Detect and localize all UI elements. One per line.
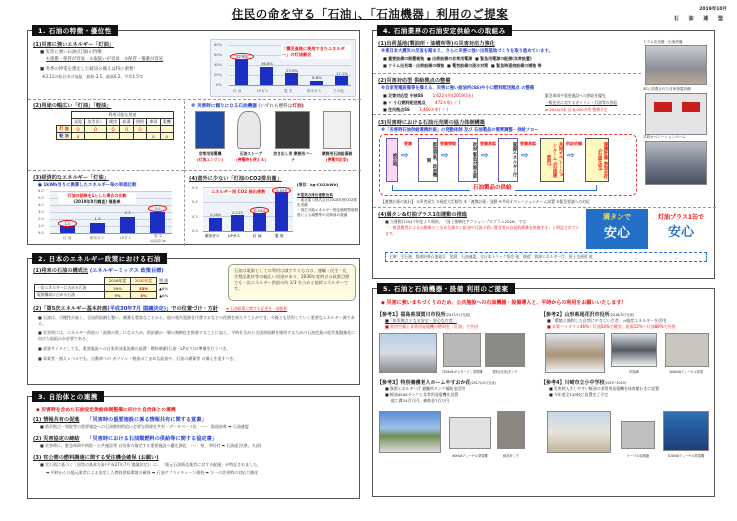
ss-list: ■ 災害対応型 中核SS 1,622カ所(2019/3末) ■ 〃 小口燃料配送拠点 472カ所( 〃 ) ■ 住民拠点SS 3,460カ所( 〃 ) bbox=[383, 93, 474, 112]
chart1-bar-lpg bbox=[260, 67, 273, 85]
photo-caption: SSに設置された自家発電設備 bbox=[643, 87, 691, 91]
y-tick: 0.0 bbox=[192, 229, 198, 233]
y-tick: 1.0 bbox=[38, 224, 44, 228]
section-5-panel bbox=[372, 285, 715, 497]
col-head: 照明 bbox=[133, 119, 146, 126]
flow-box-oil-companies: 連携計画 参加会社 (石油元売) bbox=[585, 138, 609, 182]
photo-caption: 軽油タンク bbox=[503, 454, 519, 458]
x-tick: 電 気 bbox=[275, 234, 284, 238]
s4-p1-items: ■ 重要設備の耐震補強 ■ 出荷設備の非常用電源 ■ 緊急用電源の配備(非常設置) ■ ドラム缶充填・出荷設備の増強 ■ 電気設備の浸水対策 ■ 緊急時通信設備の増強 等 bbox=[383, 56, 542, 68]
organization-name: 石 油 連 盟 bbox=[673, 16, 727, 22]
reference-3-photo bbox=[497, 411, 525, 449]
reference-4-photo bbox=[621, 421, 655, 449]
section-4-panel bbox=[372, 27, 715, 279]
s4-p1-title: (1)出荷基地(製油所・油槽所等)の災害対応力強化 bbox=[378, 41, 495, 47]
s5-lead: ◆ 災害に強いまちづくりのため、公共施設への石油機器・設備導入と、平時からの利用をお願いいたします！ bbox=[381, 300, 627, 306]
table-row-kerosene bbox=[57, 126, 174, 133]
s1-p3-subtitle: ● 1kWh当りに換算したエネルギー毎の単価比較 bbox=[38, 183, 137, 188]
chart2-value: 1.0 bbox=[58, 220, 77, 227]
chart2-title-box: 灯油の価格を1とした場合の比較 (2019年8月調査) 福島県 bbox=[58, 193, 136, 204]
chart1-bar-other bbox=[335, 76, 348, 85]
section-1-heading: 1. 石油の特徴・優位性 bbox=[32, 25, 118, 36]
y-tick: 6.0 bbox=[38, 189, 44, 193]
energy-mix-table bbox=[34, 277, 171, 299]
reference-2-photo bbox=[665, 333, 709, 367]
cell: 39% bbox=[105, 285, 131, 292]
x-tick: 灯 油 bbox=[63, 236, 72, 240]
section-5-heading: 5. 石油と石油機器・設備 利用のご提案 bbox=[377, 283, 515, 294]
flow-label: 要請承認 bbox=[480, 141, 496, 146]
chart2-bar-kerosene bbox=[60, 226, 75, 233]
return-label: 石油製品の供給 bbox=[470, 183, 515, 191]
cell: ▲6% bbox=[159, 285, 168, 291]
chart2-value: 2.3 bbox=[124, 210, 131, 215]
s1-p1-bullet1: ■ 災害に強い石油(灯油)の特徴： bbox=[40, 50, 107, 55]
table-header: 利用可能な用途 bbox=[71, 112, 173, 119]
photo-caption: 燃料(灯油)タンク bbox=[492, 370, 518, 374]
oil-role-note: 石油は電源としての利用は減少するものの、運輸・民生・化学製品素材等の幅広い用途があり、2030年度時点の政策目標でも一次エネルギー供給の約 1/3 を占める基幹エネルギーです。 bbox=[228, 264, 356, 301]
arrow-right-icon: ⇨ bbox=[441, 151, 449, 161]
chart1-value: 36.8% bbox=[260, 61, 274, 66]
x-tick: その他 bbox=[333, 89, 344, 93]
y-tick: 0% bbox=[216, 83, 222, 87]
y-tick: 40% bbox=[214, 63, 222, 67]
photo-caption: 貯湯庫 bbox=[629, 370, 639, 374]
price-comparison-chart bbox=[36, 189, 176, 243]
photo-caption: ドラム缶充填・出荷設備 bbox=[643, 40, 683, 44]
x-tick: 電 気 (従量電灯B) bbox=[150, 234, 167, 243]
water-heater-image bbox=[323, 111, 351, 149]
co2-source-note: ※電気の排出係数出典 ・東北電力株式会社2018年度CO2排出実績 ・再生可能エネルギー固定価格買取制度による調整等の反映前の数値 bbox=[297, 193, 359, 217]
s2-p1-title: (1)将来の石油の構成比 (エネルギーミックス 政策目標) bbox=[33, 268, 164, 274]
s4-p3-lead: ※「災害時石油供給連携計画」の発動体制 及び 石油製品の需要調整・供給フロー bbox=[381, 128, 539, 133]
x-tick: 都市ガス bbox=[205, 234, 220, 238]
reference-3-photo bbox=[379, 411, 441, 453]
disaster-energy-chart bbox=[210, 39, 356, 97]
arrow-right-icon: ⇨ bbox=[567, 151, 575, 161]
chart3-bar-lpg bbox=[231, 215, 244, 231]
photo-caption: 共同オペレーションルーム bbox=[643, 135, 686, 139]
s1-p3-title: (3)経済的なエネルギー「灯油」 bbox=[33, 175, 109, 181]
x-tick: LPガス bbox=[120, 236, 132, 240]
y-tick: 0.6 bbox=[192, 186, 198, 190]
chart3-bar-electric bbox=[275, 192, 288, 231]
s4-p1-lead: ※東日本大震災の反省を踏まえ、さらに災害に強い出荷基地づくりを取り進めています。 bbox=[381, 49, 553, 54]
photo-caption: 750kVAガスタービン発電機 bbox=[441, 370, 483, 374]
row-label: 灯 油 bbox=[57, 126, 72, 133]
chart2-value: 1.5 bbox=[94, 216, 101, 221]
reference-2-photo bbox=[611, 333, 657, 367]
flow-label: 要請承認 bbox=[520, 141, 536, 146]
cell: O bbox=[71, 126, 84, 133]
reference-4: 【参考4】川崎市立小中学校(2015~2019) ■ 災害時入手しやすい軽油の非常用発電機を体育館わきに設置 ■ 今年度全120校に設置完了予定 bbox=[541, 380, 659, 397]
ss-notes: 緊急車両や重要施設への供給を優先 一般住民に対するガソリン・灯油等の供給 ➡ 2020/3末 計 8,000カ所 整備予定 bbox=[545, 93, 618, 112]
row-label: 電源構成に占める石油 bbox=[35, 292, 105, 299]
device-label: 炊き出し用 業務用バーナ bbox=[273, 151, 313, 162]
page-title: 住民の命を守る「石油」、「石油機器」利用のご提案 bbox=[231, 7, 509, 21]
col-head: 暖房 bbox=[106, 119, 119, 126]
fuel-usage-table bbox=[56, 111, 174, 140]
col-head: 2016年度 bbox=[105, 278, 131, 285]
table-row bbox=[35, 292, 171, 299]
chart3-value: 0.529 bbox=[272, 187, 291, 194]
s2-bullet: ■ 需要サイドとしても、重要施設への自家用発電設備の設置・燃料備蓄(石油・LPガス)の準備を行うべき。 bbox=[38, 346, 231, 351]
co2-unit: [単位：kg-CO2/kWh] bbox=[297, 182, 339, 187]
devices-title: ※ 災害時に頼りになる石油機器 (いずれも燃料は灯油) bbox=[191, 104, 304, 109]
s3-item-body2: ➡ 平時からの地元業者による安定した燃料供給環境の確保 ➡ 石油サプライチェーン維持 ➡ 万一の災害時の対応力強化 bbox=[46, 470, 259, 475]
device-label: 石油ストーブ (停電時も使える) bbox=[235, 151, 267, 162]
reference-1: 【参考1】福島県須賀川市役所(2017/1月完成) ■「防災拠点となる安全・安心な庁舎」 ■ 常用空調と非常用発電機の燃料を「灯油」で共用 bbox=[377, 312, 479, 329]
document-date: 2019年10月 bbox=[699, 7, 727, 12]
chart1-title: 「震災直後に使用できたエネルギー」の灯油割合 bbox=[281, 45, 351, 59]
chart1-value: 17.1% bbox=[335, 71, 349, 76]
full-tank-banner: 満タンで 安心 bbox=[586, 209, 648, 249]
chart3-bar-kerosene bbox=[253, 213, 266, 231]
s1-p4-title: (4)意外に少ない「灯油のCO2排出量」 bbox=[189, 176, 282, 182]
device-label: 業務用石油給湯器 (停電対応型) bbox=[321, 151, 353, 162]
cell: o bbox=[71, 133, 84, 140]
y-tick: 0.0 bbox=[38, 231, 44, 235]
co2-panel bbox=[184, 170, 361, 246]
section-1-panel bbox=[27, 27, 360, 245]
s3-item-body: ■ 官公需に基づく「国等の基本方針(平成27年7月 閣議決定)」に、「地元石油販売業者に対する配慮」が特記されました。 bbox=[40, 462, 262, 467]
chart1-value: 8.6% bbox=[312, 75, 322, 80]
reference-1-photo bbox=[485, 333, 525, 367]
flow-label: 要請情報 bbox=[440, 141, 456, 146]
flow-box-operation-room: 共同オペレーションルーム (石油連盟内) bbox=[540, 138, 564, 182]
flow-box-govt-hq: 政府 緊急対策本部 bbox=[458, 138, 478, 182]
y-tick: 0.2 bbox=[192, 215, 198, 219]
arrow-right-icon: ⇨ bbox=[481, 151, 489, 161]
cell bbox=[160, 126, 173, 133]
y-tick: 4.0 bbox=[38, 203, 44, 207]
s1-p1-bullet2: ■ 冬季の停電を想定した暖房の備えは特に重要！ bbox=[40, 67, 138, 72]
x-tick: LPガス bbox=[228, 234, 241, 238]
cell: 9% bbox=[105, 292, 131, 299]
s3-lead: ◆ 災害時を含めた石油安定供給体制整備に向けた自治体との連携 bbox=[36, 408, 176, 413]
reference-4-photo bbox=[547, 411, 611, 453]
s4-p4-body: ■ 当運動は2017年度より開始、「国土強靭化アクションプログラム2018」では 「一般消費者による自動車のこまめな満タン給油や灯油の買い置き等の自発的備蓄を推進する」と明記されています。 bbox=[385, 219, 580, 236]
drum-facility-photo bbox=[645, 45, 707, 85]
s3-item-body: ■ 災害時に、緊急車両や病院・公共施設等 自治体の指定する重要施設へ優先供給 ･･･ 県、市町村 ➡ 石油組合(県、支部) bbox=[40, 443, 262, 448]
cell: O bbox=[106, 126, 119, 133]
x-tick: 都市ガス bbox=[307, 89, 322, 93]
y-tick: 5.0 bbox=[38, 196, 44, 200]
col-head: 炊き出し bbox=[85, 119, 107, 126]
y-tick: 0.4 bbox=[192, 200, 198, 204]
chart2-bar-citygas bbox=[90, 223, 105, 234]
cell: O bbox=[133, 126, 146, 133]
s2-bullet: ■ 事業者・個人レベルでも、自動車への ガソリン・軽油のこまめな給油や、灯油の備蓄等 の備えを促すべき。 bbox=[38, 356, 238, 361]
cell: O bbox=[85, 126, 107, 133]
stove-image bbox=[237, 111, 261, 149]
s4-p2-title: (2)災害対応型 供給拠点の整備 bbox=[378, 78, 451, 84]
chart1-bar-electric bbox=[285, 73, 298, 85]
s1-p2-title: (2)用途の幅広い「灯油」「軽油」 bbox=[33, 103, 112, 109]
chart2-bar-lpg bbox=[120, 217, 135, 233]
col-head: 増 減 bbox=[159, 278, 168, 283]
flow-box-prefecture: 都道府県、政府機関 bbox=[418, 138, 438, 182]
y-tick: 80% bbox=[214, 43, 222, 47]
reference-3: 【参考3】特別養護老人ホームやすおか荘(2017/12月完成) ■ 資源エネルギー庁 避難所タンク補助金活用 ■ 軽油4500タンクと非常用発電機を設置 総工費14百万円、補助金7百万円 bbox=[377, 380, 496, 403]
section-3-heading: 3. 自治体との連携 bbox=[32, 391, 104, 402]
chart2-plot bbox=[50, 191, 172, 233]
chart2-bar-electric bbox=[150, 212, 165, 233]
s1-p1-title: (1)災害に強いエネルギー「灯油」 bbox=[33, 42, 114, 48]
photo-caption: ケーブル収納箱 bbox=[626, 454, 650, 458]
s2-p2-title: (2)「第5次エネルギー基本計画(平成30年7月 閣議決定)」での位置づけ・方針 ※ 石油政策に関する記述を一部抜粋 bbox=[33, 306, 288, 312]
sponsors-line: 主催：全石連、都道府県石油組合 協賛：石油連盟、全日本トラック協会 他 後援：資源エネルギー庁、国土交通省 他 bbox=[385, 252, 707, 262]
flow-box-disaster-area: 被災地 bbox=[386, 138, 398, 182]
x-tick: 都市ガス bbox=[90, 236, 105, 240]
s1-p1-bullet1-sub: ①運搬・保管が容易 ②取扱いが容易 ③保管・備蓄が容易 bbox=[46, 57, 164, 62]
s4-p3-title: (3)災害時における石油元売間の協力体制構築 bbox=[378, 120, 485, 126]
operation-room-photo bbox=[645, 141, 707, 185]
generator-image bbox=[195, 111, 225, 149]
cell: o bbox=[160, 133, 173, 140]
chart2-value: 3.0 bbox=[148, 205, 167, 212]
cell: O bbox=[120, 126, 133, 133]
chart3-value: 0.244 bbox=[250, 207, 269, 214]
s3-item-title: (3) 官公需の燃料調達に関する受注機会確保 (お願い) bbox=[33, 455, 159, 461]
cell bbox=[120, 133, 133, 140]
reference-4-photo bbox=[663, 411, 709, 451]
reference-1-photo bbox=[443, 333, 481, 367]
y-tick: 3.0 bbox=[38, 210, 44, 214]
plan-steps: 【連携計画の流れ】 ①災害発生 ②経産大臣勧告 ③「連携計画」発動 ④共同オペレーションルーム設置 ⑤緊急要請への対応 bbox=[381, 199, 590, 204]
co2-chart bbox=[191, 185, 295, 241]
cell: 33% bbox=[131, 285, 157, 292]
col-head: 2030年度 bbox=[131, 278, 157, 285]
s2-bullet: ■ 災害時には、エネルギー供給の「最後の砦」になるため、供給網の一層の強靭化を推進することに加え、平時を含めた全国供給網を維持するための石油産業の経営基盤強化に向けた取組みが必要である。 bbox=[38, 330, 356, 342]
y-tick: 20% bbox=[214, 73, 222, 77]
kerosene-plus-banner: 灯油プラス1缶で 安心 bbox=[651, 209, 711, 249]
row-label: 軽 油 bbox=[57, 133, 72, 140]
arrow-right-icon: ⇨ bbox=[521, 151, 529, 161]
x-tick: 灯 油 bbox=[253, 234, 262, 238]
cell bbox=[147, 126, 160, 133]
flow-label: 要請 bbox=[404, 141, 412, 146]
x-tick: LPガス bbox=[257, 89, 269, 93]
s4-p2-lead: ※自家発電設備等を備える、災害に強い給油所(SS)や小口燃料配送拠点 の整備 bbox=[381, 86, 535, 91]
x-tick: 灯 油 bbox=[233, 89, 242, 93]
chart3-plot bbox=[203, 187, 293, 231]
reference-2-photo bbox=[545, 333, 605, 373]
flow-box-agency: 資源エネルギー庁 bbox=[498, 138, 518, 182]
chart3-title: エネルギー別 CO2 排出係数 bbox=[211, 189, 266, 194]
device-label: 非常用発電機 (灯油エンジン) bbox=[196, 151, 224, 162]
reference-3-photo bbox=[449, 417, 491, 449]
s3-item-body: ■ 防災拠点・病院等の重要施設への石油燃料供給に必要な情報を共有・データベース化 ･･･ 都道府県 ➡ 石油連盟 bbox=[40, 424, 249, 429]
s3-item-title: (2) 災害協定の締結 「災害時における石油類燃料の供給等に関する協定書」 bbox=[33, 436, 217, 442]
x-tick: 電 気 bbox=[284, 89, 293, 93]
s4-p4-title: (4)満タン&灯油プラス1缶運動の推進 bbox=[378, 212, 467, 218]
cell: ▲6% bbox=[159, 292, 169, 298]
s1-p1-bullet2-sub: ※3.11の仙台市の気温：最低-3.5、最高6.2、平均1.5℃ bbox=[42, 74, 144, 79]
cell bbox=[85, 133, 107, 140]
s3-item-title: (1) 情報共有の促進 「災害時の重要施設に係る情報共有に関する覚書」 bbox=[33, 417, 207, 423]
chart1-value: 52.8% bbox=[230, 53, 254, 60]
cell: 3% bbox=[131, 292, 157, 299]
section-3-panel bbox=[27, 393, 360, 499]
s2-bullet: ■ 石油は、可搬性が高く、全国供給網も整い、備蓄も豊富なことから、他の喪失電源を代替するなどの役割を果たすことができ、今後とも活用していく重要なエネルギー源である。 bbox=[38, 315, 355, 327]
chart1-value: 23.5% bbox=[285, 68, 299, 73]
chart1-bar-kerosene bbox=[235, 59, 248, 85]
arrow-right-icon: ⇨ bbox=[401, 151, 409, 161]
section-2-panel bbox=[27, 255, 360, 385]
reference-1-photo bbox=[379, 333, 437, 373]
col-head: 発電 bbox=[71, 119, 84, 126]
row-label: 一次エネルギーに占める石油 bbox=[35, 285, 105, 292]
chart3-bar-citygas bbox=[209, 218, 222, 231]
col-head: 給湯 bbox=[120, 119, 133, 126]
col-head: 重機 bbox=[160, 119, 173, 126]
supply-flow-diagram bbox=[379, 134, 637, 196]
chart3-value: 0.215 bbox=[232, 210, 243, 215]
y-tick: 2.0 bbox=[38, 217, 44, 221]
y-tick: 60% bbox=[214, 53, 222, 57]
reference-2: 【参考2】山形県尾花沢市役所(2018/5月完成) ■「環境と調和した自然にやさしい庁舎」⇒地産エネルギーを活用 ■ 木質バイオマス46%＋灯油54%で暖房、貯湯12%＋灯油88%で冷房 bbox=[541, 312, 676, 329]
cell bbox=[133, 133, 146, 140]
chart3-value: 0.180 bbox=[210, 212, 221, 217]
table-row bbox=[35, 285, 171, 292]
col-head: 車両 bbox=[147, 119, 160, 126]
table-row-diesel bbox=[57, 133, 174, 140]
section-2-heading: 2. 日本のエネルギー政策における石油 bbox=[32, 253, 167, 264]
cell: o bbox=[147, 133, 160, 140]
photo-caption: 300kVAディーゼル発電 bbox=[668, 370, 704, 374]
cell bbox=[106, 133, 119, 140]
chart1-bar-citygas bbox=[310, 81, 323, 85]
devices-panel bbox=[184, 101, 359, 169]
photo-caption: 60kVAディーゼル発電機 bbox=[452, 454, 488, 458]
burner-image bbox=[275, 111, 310, 149]
section-4-heading: 4. 石油業界の石油安定供給への取組み bbox=[377, 25, 512, 36]
ss-generator-photo bbox=[645, 93, 707, 135]
flow-label: 供給依頼 bbox=[566, 141, 582, 146]
photo-caption: 8.5kVAディーゼル発電機 bbox=[667, 454, 705, 458]
